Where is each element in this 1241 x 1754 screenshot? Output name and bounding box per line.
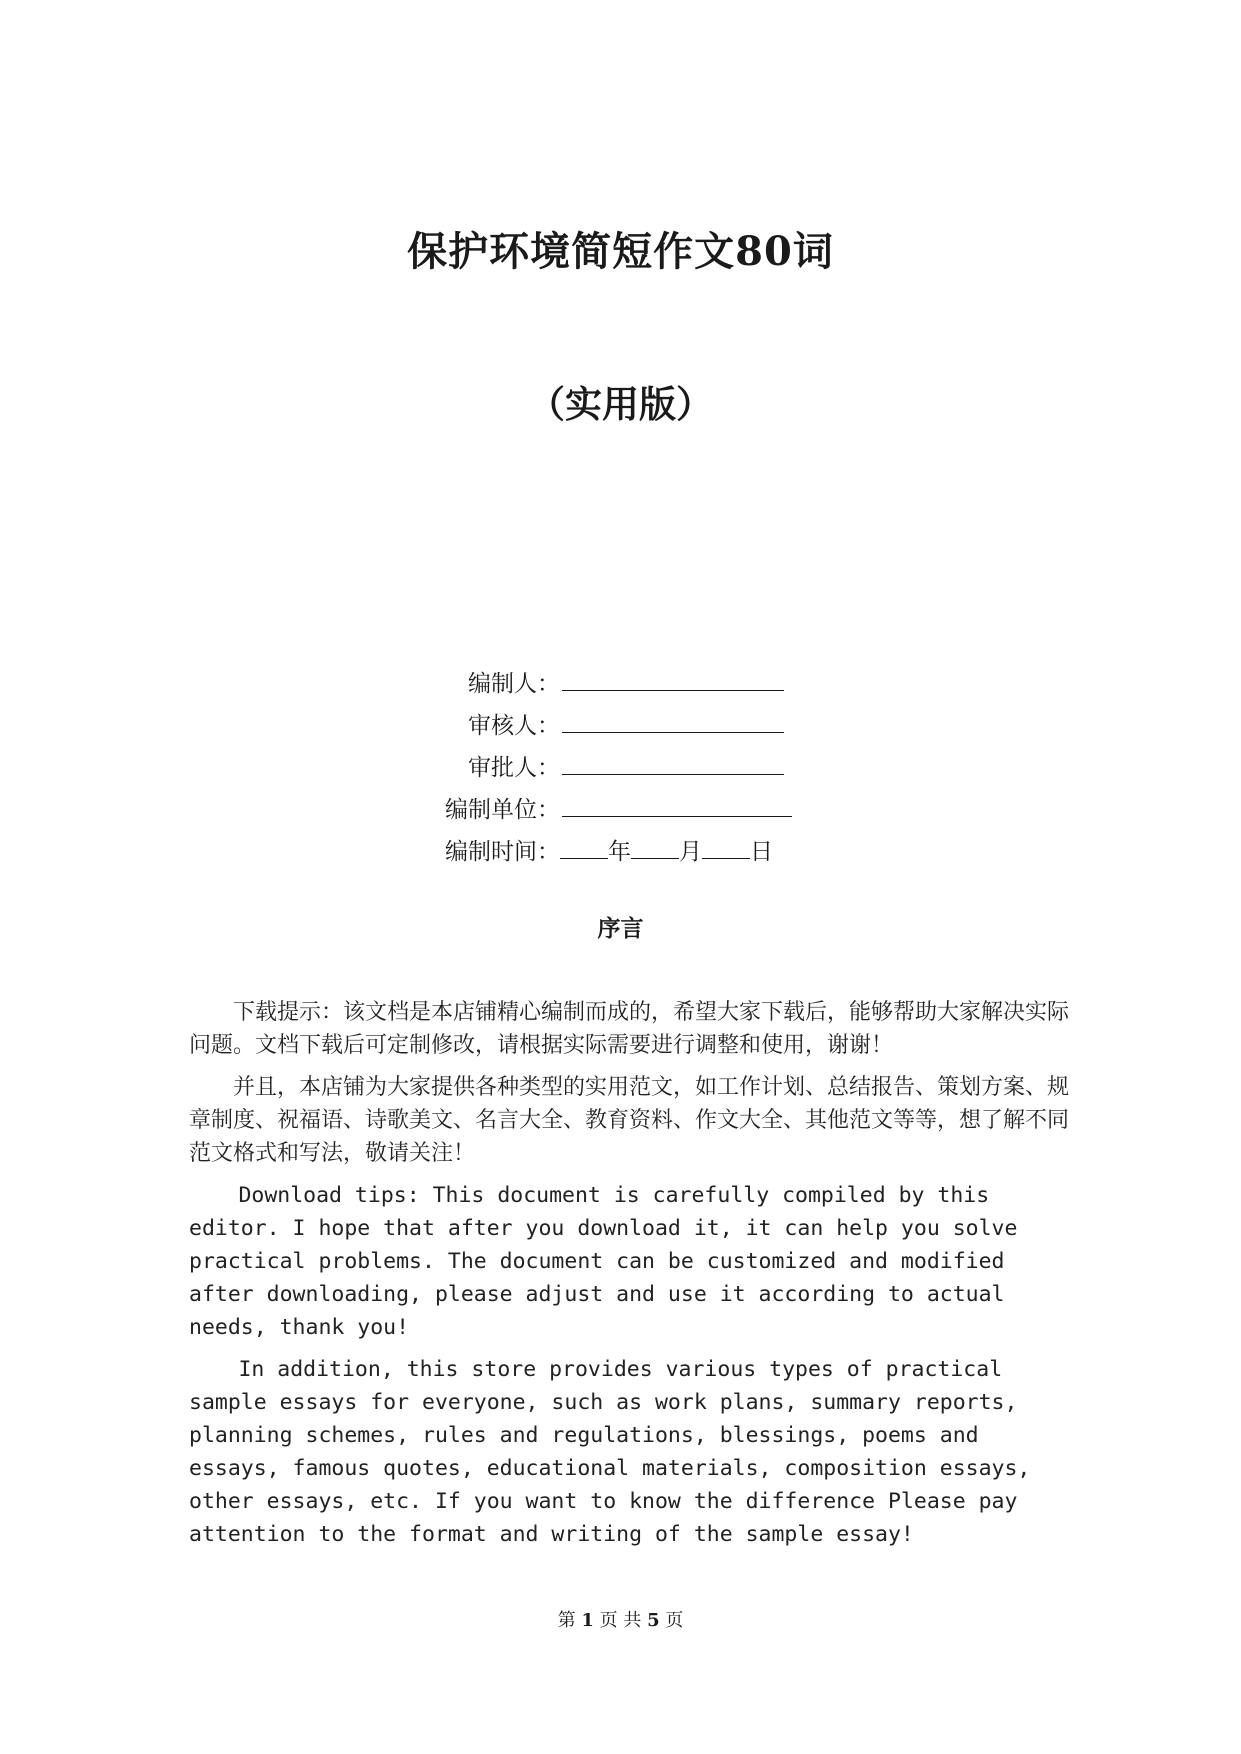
preface-paragraph-zh-1: 下载提示：该文档是本店铺精心编制而成的，希望大家下载后，能够帮助大家解决实际问题。文档下载后可定制修改，请根据实际需要进行调整和使用，谢谢！ xyxy=(189,1000,1070,1058)
page-footer xyxy=(0,1606,1241,1632)
reviewer-row xyxy=(420,704,860,746)
footer-suffix: 页 xyxy=(665,1610,684,1631)
month-blank xyxy=(631,830,679,859)
day-label: 日 xyxy=(750,839,773,865)
unit-blank xyxy=(562,788,792,817)
preface-paragraph-zh-2: 并且，本店铺为大家提供各种类型的实用范文，如工作计划、总结报告、策划方案、规章制度、祝福语、诗歌美文、名言大全、教育资料、作文大全、其他范文等等，想了解不同范文格式和写法，敬请关注！ xyxy=(189,1075,1070,1166)
approver-blank xyxy=(562,746,784,775)
document-title: 保护环境简短作文80词 xyxy=(407,228,834,275)
reviewer-blank xyxy=(562,704,784,733)
preface-paragraph-en-2: In addition, this store provides various types of practical sample essays for everyone, such as work plans, summary reports, planning schemes, rules and regulations, blessings, poems and essays, famous quotes, educational materials, composition essays, other essays, etc. If you want to know the difference Please pay attention to the format and writing of the sample essay! xyxy=(189,1357,1031,1547)
preface-heading: 序言 xyxy=(597,915,644,942)
editor-label: 编制人： xyxy=(468,671,560,697)
time-label: 编制时间： xyxy=(445,839,560,865)
footer-page-number: 1 xyxy=(581,1610,594,1631)
reviewer-label: 审核人： xyxy=(468,713,560,739)
preface-body xyxy=(189,996,1069,1560)
footer-middle: 页 共 xyxy=(599,1610,642,1631)
day-blank xyxy=(702,830,750,859)
unit-label: 编制单位： xyxy=(445,797,560,823)
approver-row xyxy=(420,746,860,788)
document-subtitle: （实用版） xyxy=(528,382,713,426)
signoff-block xyxy=(420,662,860,872)
year-label: 年 xyxy=(608,839,631,865)
footer-total-pages: 5 xyxy=(647,1610,660,1631)
unit-row xyxy=(420,788,860,830)
month-label: 月 xyxy=(679,839,702,865)
time-row xyxy=(420,830,860,872)
editor-blank xyxy=(562,662,784,691)
preface-paragraph-en-1: Download tips: This document is carefully compiled by this editor. I hope that after you download it, it can help you solve practical problems. The document can be customized and modified after downloading, please adjust and use it according to actual needs, thank you! xyxy=(189,1183,1018,1340)
editor-row xyxy=(420,662,860,704)
year-blank xyxy=(560,830,608,859)
approver-label: 审批人： xyxy=(468,755,560,781)
footer-prefix: 第 xyxy=(557,1610,576,1631)
